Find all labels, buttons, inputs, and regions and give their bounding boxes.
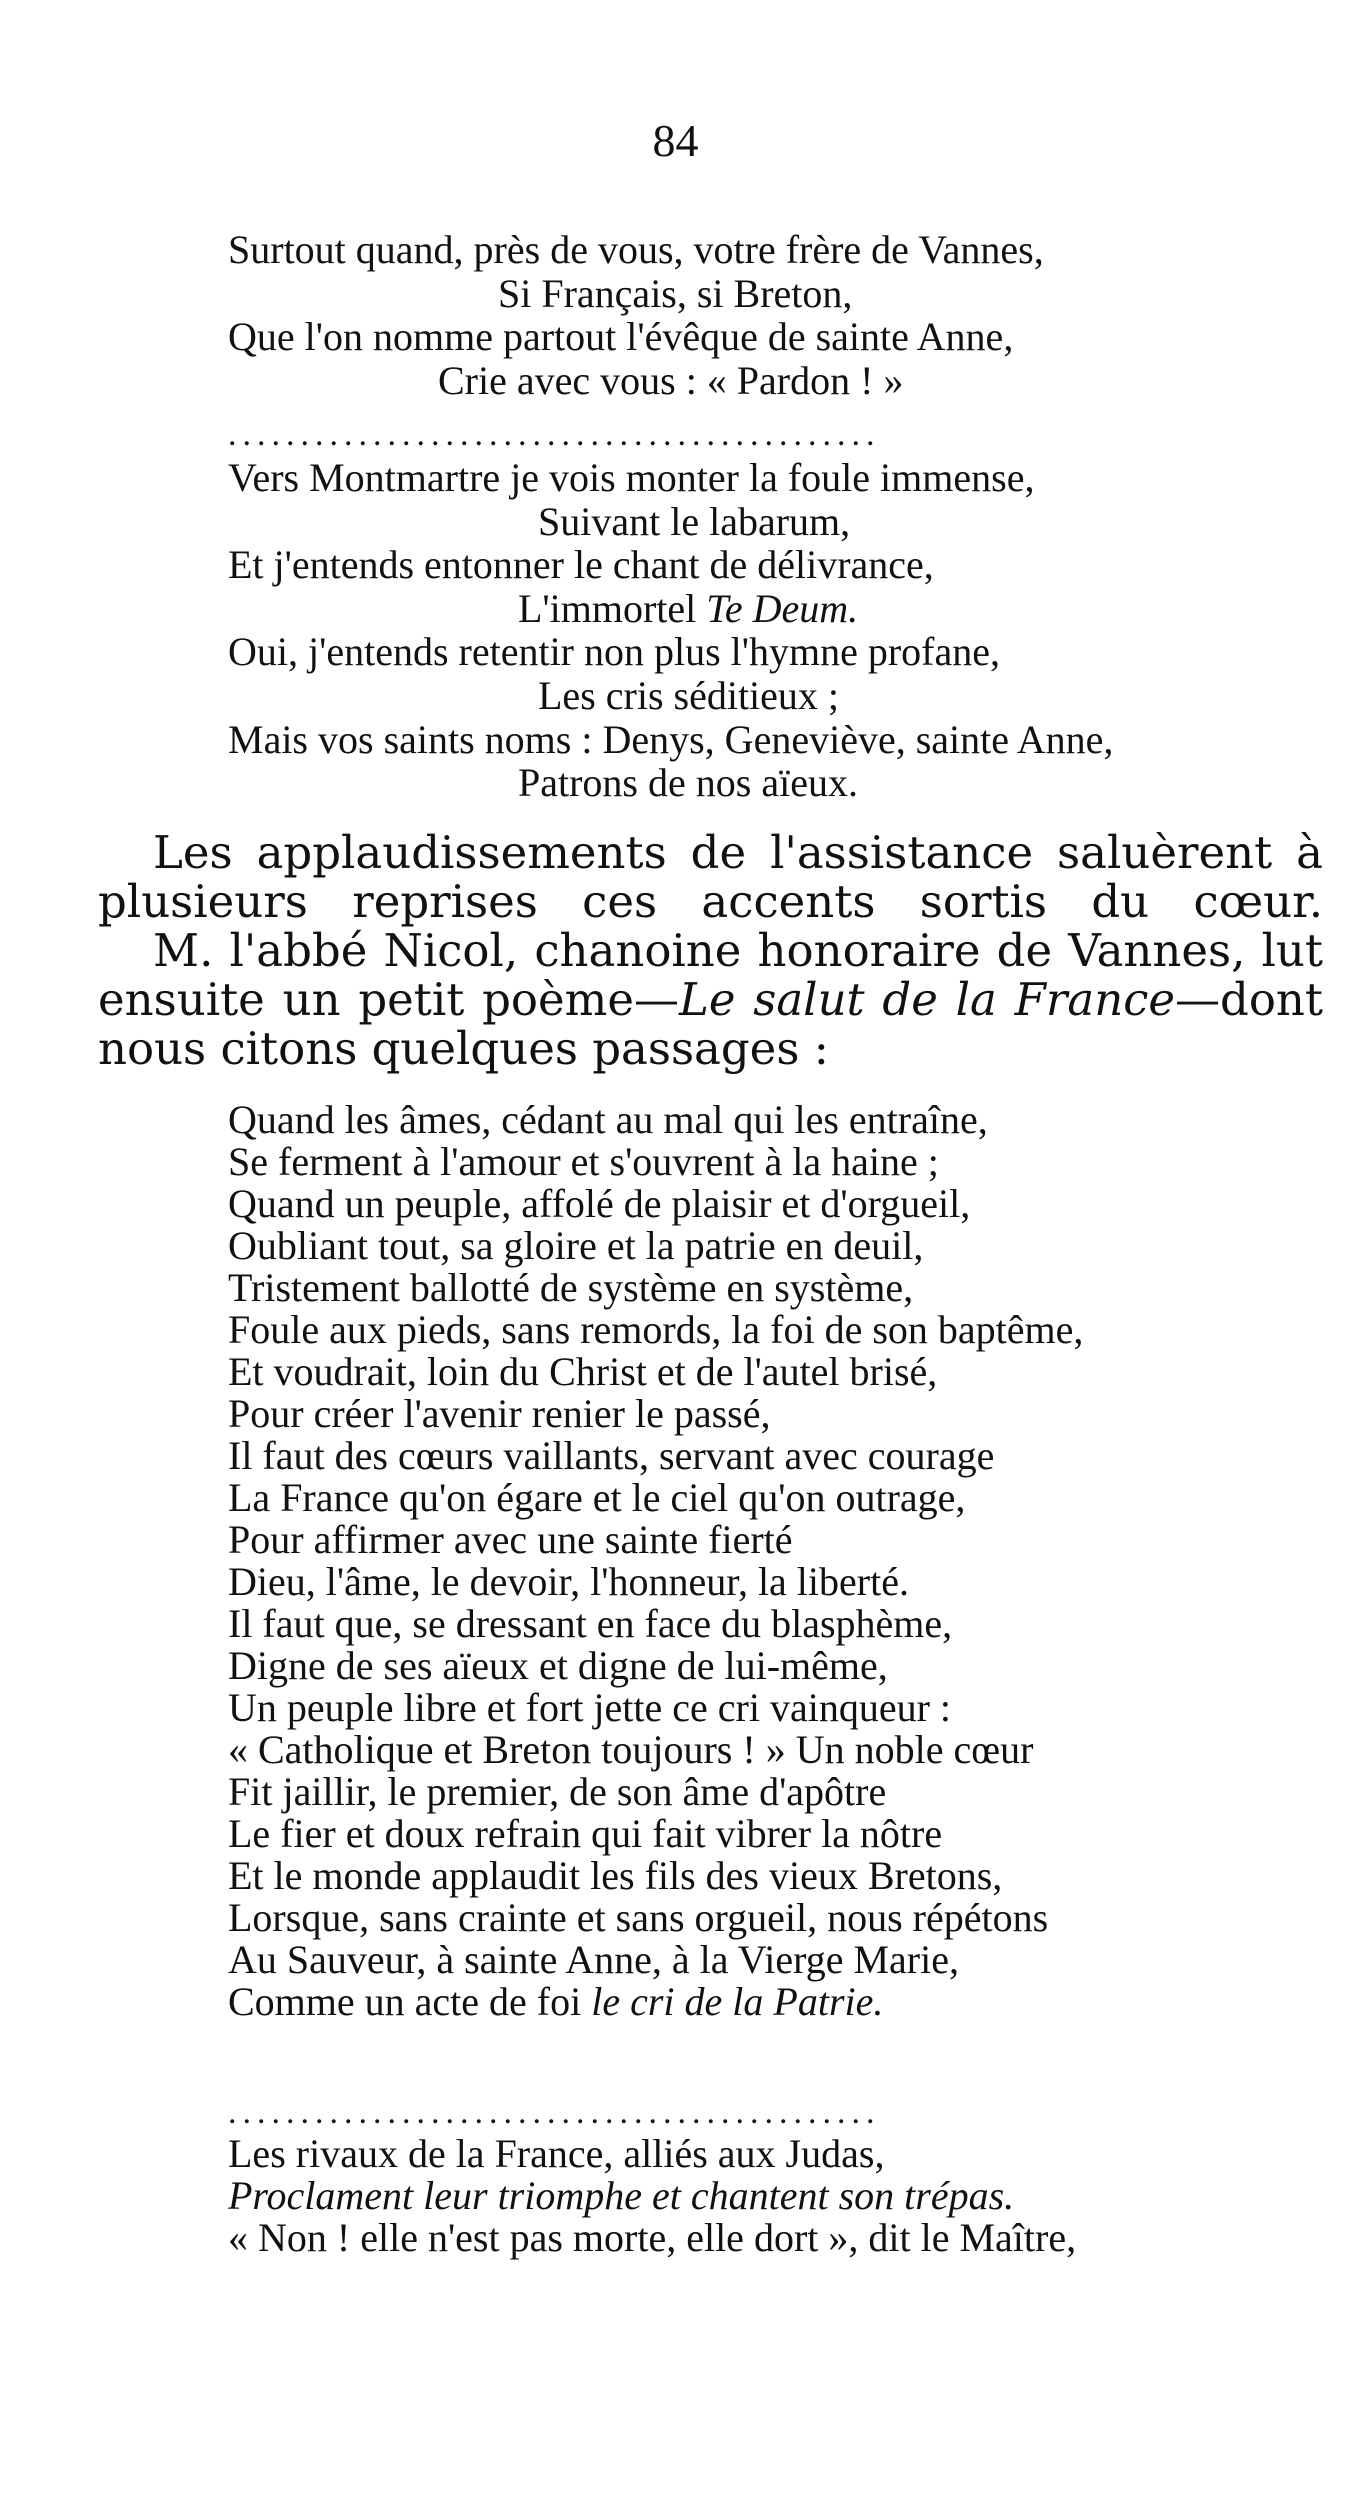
- verse-line: Oui, j'entends retentir non plus l'hymne profane,: [228, 629, 1001, 675]
- verse-line: Quand un peuple, affolé de plaisir et d'orgueil,: [228, 1181, 971, 1226]
- paragraph-text: —dont nous citons quelques passages :: [98, 973, 1323, 1075]
- page-number: 84: [652, 115, 699, 166]
- verse-line: Le fier et doux refrain qui fait vibrer la nôtre: [228, 1811, 943, 1856]
- verse-line: Il faut des cœurs vaillants, servant avec courage: [228, 1433, 995, 1478]
- verse-line: Lorsque, sans crainte et sans orgueil, nous répétons: [228, 1895, 1049, 1940]
- verse-line: Quand les âmes, cédant au mal qui les entraîne,: [228, 1097, 988, 1142]
- verse-line: « Non ! elle n'est pas morte, elle dort », dit le Maître,: [228, 2215, 1077, 2260]
- stanza-4: [228, 2133, 1338, 2259]
- verse-line: Au Sauveur, à sainte Anne, à la Vierge Marie,: [228, 1937, 959, 1982]
- verse-line: Et voudrait, loin du Christ et de l'autel brisé,: [228, 1349, 938, 1394]
- verse-line: Il faut que, se dressant en face du blasphème,: [228, 1601, 953, 1646]
- stanza-2: [228, 456, 1338, 805]
- paragraph: [98, 926, 1323, 1073]
- verse-line: [228, 2175, 1338, 2217]
- verse-line: Et j'entends entonner le chant de délivrance,: [228, 542, 934, 588]
- verse-line: Les cris séditieux ;: [538, 672, 840, 718]
- verse-line: Un peuple libre et fort jette ce cri vainqueur :: [228, 1685, 952, 1730]
- verse-line: La France qu'on égare et le ciel qu'on outrage,: [228, 1475, 966, 1520]
- verse-line: Et le monde applaudit les fils des vieux Bretons,: [228, 1853, 1003, 1898]
- poem-title: Le salut de la France: [678, 973, 1176, 1026]
- stanza-1: [228, 228, 1338, 402]
- paragraph: Les applaudissements de l'assistance saluèrent à plusieurs reprises ces accents sortis du cœur.: [98, 826, 1323, 928]
- paragraph-text: M. l'abbé Nicol, chanoine honoraire de Vannes, lut ensuite un petit poème—: [98, 924, 1323, 1026]
- verse-line: Crie avec vous : « Pardon ! »: [438, 357, 904, 403]
- verse-line: Mais vos saints noms : Denys, Geneviève, sainte Anne,: [228, 716, 1114, 762]
- dotted-separator: .............................................: [228, 2096, 881, 2130]
- verse-line: Suivant le labarum,: [538, 498, 851, 544]
- italic-phrase: le cri de la Patrie.: [591, 1979, 884, 2024]
- prose-section: [98, 828, 1323, 1073]
- verse-line: Fit jaillir, le premier, de son âme d'apôtre: [228, 1769, 887, 1814]
- verse-text: Comme un acte de foi: [228, 1979, 592, 2024]
- verse-line: Se ferment à l'amour et s'ouvrent à la haine ;: [228, 1139, 939, 1184]
- verse-line: Si Français, si Breton,: [498, 270, 853, 316]
- verse-line: Pour créer l'avenir renier le passé,: [228, 1391, 771, 1436]
- verse-line: Oubliant tout, sa gloire et la patrie en deuil,: [228, 1223, 924, 1268]
- verse-line: Les rivaux de la France, alliés aux Judas,: [228, 2131, 885, 2176]
- verse-line: [228, 1981, 1338, 2023]
- poem-excerpt: [228, 1099, 1338, 2023]
- verse-line: Surtout quand, près de vous, votre frère de Vannes,: [228, 227, 1044, 272]
- dotted-separator: .............................................: [228, 418, 881, 452]
- verse-line: Digne de ses aïeux et digne de lui-même,: [228, 1643, 888, 1688]
- italic-phrase: Te Deum.: [706, 585, 859, 631]
- verse-line: Vers Montmartre je vois monter la foule immense,: [228, 455, 1035, 500]
- italic-phrase: Proclament leur triomphe et chantent son trépas.: [228, 2173, 1015, 2218]
- verse-line: Que l'on nomme partout l'évêque de sainte Anne,: [228, 314, 1014, 359]
- verse-line: Tristement ballotté de système en système,: [228, 1265, 914, 1310]
- verse-line: Foule aux pieds, sans remords, la foi de son baptême,: [228, 1307, 1084, 1352]
- verse-text: L'immortel: [518, 585, 707, 631]
- verse-line: « Catholique et Breton toujours ! » Un noble cœur: [228, 1727, 1034, 1772]
- verse-line: [228, 587, 1338, 631]
- verse-line: Dieu, l'âme, le devoir, l'honneur, la liberté.: [228, 1559, 909, 1604]
- verse-line: Patrons de nos aïeux.: [518, 760, 858, 806]
- verse-line: Pour affirmer avec une sainte fierté: [228, 1517, 793, 1562]
